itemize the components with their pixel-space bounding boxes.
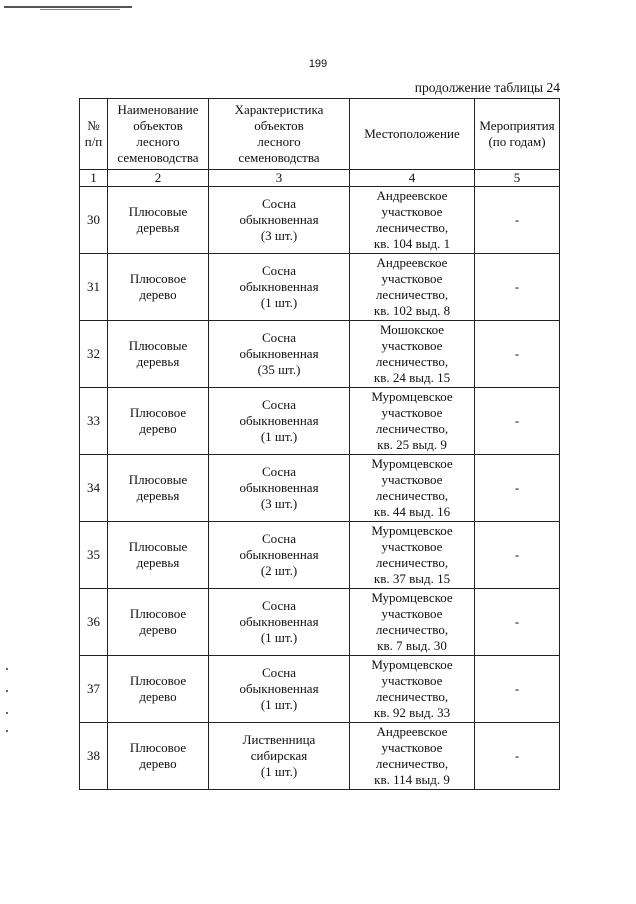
cell-activities: - (475, 254, 560, 321)
cell-location: Муромцевское участковое лесничество, кв. 44 выд. 16 (350, 455, 475, 522)
cell-location: Муромцевское участковое лесничество, кв. 92 выд. 33 (350, 656, 475, 723)
cell-row-number: 34 (80, 455, 108, 522)
cell-row-number: 30 (80, 187, 108, 254)
table-row (80, 522, 560, 589)
cell-location: Муромцевское участковое лесничество, кв. 37 выд. 15 (350, 522, 475, 589)
cell-characteristics: Сосна обыкновенная (3 шт.) (209, 455, 350, 522)
cell-characteristics: Лиственница сибирская (1 шт.) (209, 723, 350, 790)
cell-activities: - (475, 589, 560, 656)
cell-characteristics: Сосна обыкновенная (1 шт.) (209, 388, 350, 455)
cell-characteristics: Сосна обыкновенная (3 шт.) (209, 187, 350, 254)
cell-activities: - (475, 522, 560, 589)
cell-location: Андреевское участковое лесничество, кв. 104 выд. 1 (350, 187, 475, 254)
cell-row-number: 37 (80, 656, 108, 723)
table-row (80, 388, 560, 455)
scan-artifact-line (4, 6, 132, 8)
cell-row-number: 35 (80, 522, 108, 589)
cell-object-name: Плюсовое дерево (108, 656, 209, 723)
table-row (80, 656, 560, 723)
column-number: 1 (80, 170, 108, 187)
cell-characteristics: Сосна обыкновенная (1 шт.) (209, 656, 350, 723)
scan-artifact-dot (6, 668, 8, 670)
cell-characteristics: Сосна обыкновенная (1 шт.) (209, 589, 350, 656)
cell-object-name: Плюсовое дерево (108, 388, 209, 455)
table-row (80, 187, 560, 254)
column-number-row (80, 170, 560, 187)
table-continuation-label: продолжение таблицы 24 (414, 80, 560, 95)
cell-characteristics: Сосна обыкновенная (2 шт.) (209, 522, 350, 589)
cell-location: Муромцевское участковое лесничество, кв. 7 выд. 30 (350, 589, 475, 656)
column-number: 5 (475, 170, 560, 187)
cell-object-name: Плюсовое дерево (108, 254, 209, 321)
scan-artifact-dot (6, 730, 8, 732)
cell-characteristics: Сосна обыкновенная (1 шт.) (209, 254, 350, 321)
column-number: 3 (209, 170, 350, 187)
cell-activities: - (475, 321, 560, 388)
cell-row-number: 36 (80, 589, 108, 656)
header-activities: Мероприятия (по годам) (475, 99, 560, 170)
cell-activities: - (475, 656, 560, 723)
scan-artifact-dot (6, 690, 8, 692)
cell-location: Андреевское участковое лесничество, кв. 114 выд. 9 (350, 723, 475, 790)
scan-artifact-line (40, 9, 120, 10)
table-row (80, 254, 560, 321)
cell-row-number: 32 (80, 321, 108, 388)
scan-artifact-dot (6, 712, 8, 714)
cell-activities: - (475, 388, 560, 455)
table-header-row (80, 99, 560, 170)
cell-object-name: Плюсовые деревья (108, 455, 209, 522)
cell-activities: - (475, 723, 560, 790)
table-row (80, 723, 560, 790)
cell-object-name: Плюсовое дерево (108, 723, 209, 790)
header-number: № п/п (80, 99, 108, 170)
cell-activities: - (475, 187, 560, 254)
table-row (80, 455, 560, 522)
cell-row-number: 38 (80, 723, 108, 790)
cell-activities: - (475, 455, 560, 522)
cell-row-number: 31 (80, 254, 108, 321)
cell-location: Мошокское участковое лесничество, кв. 24 выд. 15 (350, 321, 475, 388)
table-row (80, 321, 560, 388)
cell-location: Андреевское участковое лесничество, кв. 102 выд. 8 (350, 254, 475, 321)
table-row (80, 589, 560, 656)
header-characteristics: Характеристика объектов лесного семеноводства (209, 99, 350, 170)
seed-objects-table (79, 98, 560, 790)
header-location: Местоположение (350, 99, 475, 170)
header-object-name: Наименование объектов лесного семеноводства (108, 99, 209, 170)
cell-row-number: 33 (80, 388, 108, 455)
cell-object-name: Плюсовое дерево (108, 589, 209, 656)
page-number: 199 (308, 58, 328, 70)
cell-object-name: Плюсовые деревья (108, 522, 209, 589)
column-number: 2 (108, 170, 209, 187)
cell-object-name: Плюсовые деревья (108, 321, 209, 388)
column-number: 4 (350, 170, 475, 187)
cell-characteristics: Сосна обыкновенная (35 шт.) (209, 321, 350, 388)
cell-object-name: Плюсовые деревья (108, 187, 209, 254)
cell-location: Муромцевское участковое лесничество, кв. 25 выд. 9 (350, 388, 475, 455)
